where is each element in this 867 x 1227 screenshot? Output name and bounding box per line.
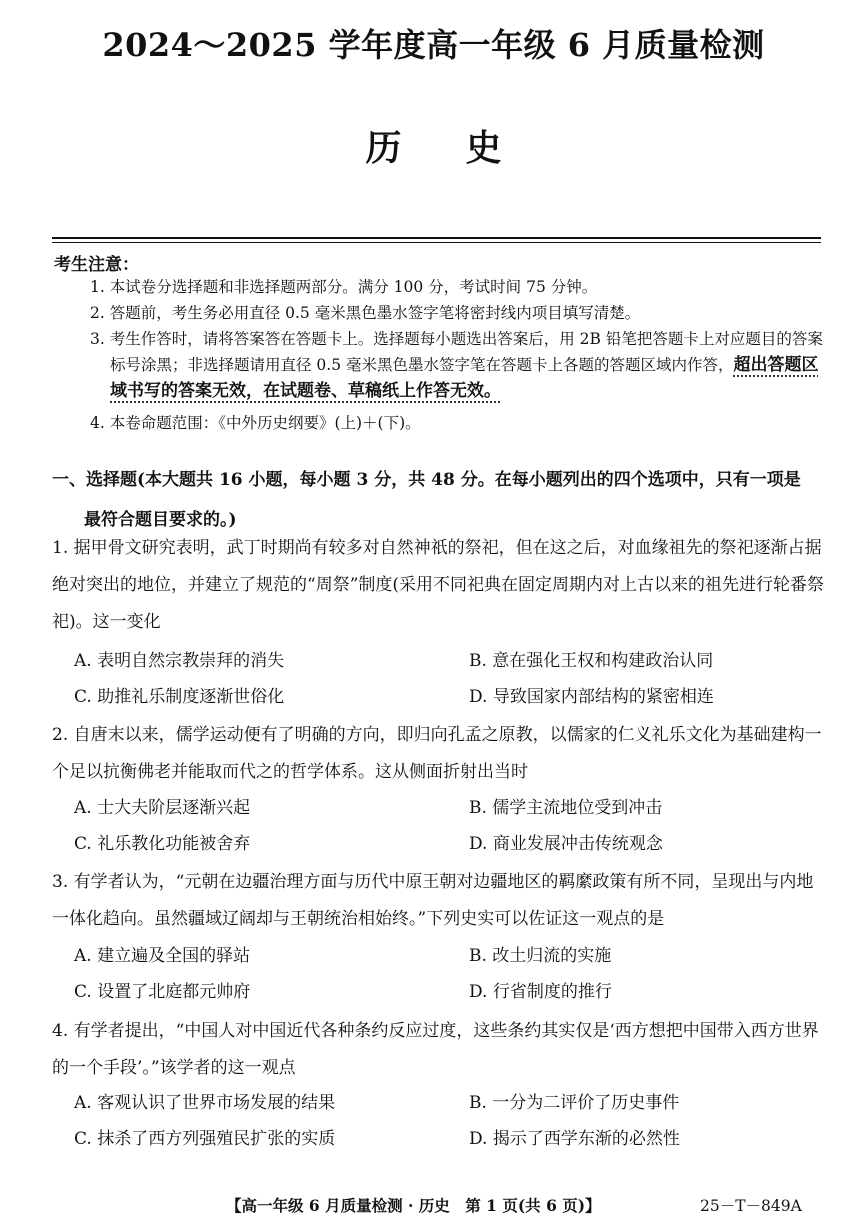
question-2-option-d: D. 商业发展冲击传统观念	[469, 834, 663, 854]
notice-item-3-text: 3. 考生作答时，请将答案答在答题卡上。选择题每小题选出答案后，用 2B 铅笔把答题卡上对应题目的答案标号涂黑；非选择题请用直径 0.5 毫米黑色墨水签字笔在答题卡上各题的答题区域内作答，	[90, 330, 823, 374]
subject-title: 历史	[365, 127, 566, 169]
notice-item-4: 4. 本卷命题范围：《中外历史纲要》(上)＋(下)。	[90, 414, 421, 432]
divider-thick	[52, 237, 821, 239]
question-2-option-c: C. 礼乐教化功能被舍弃	[74, 834, 251, 854]
question-3-option-b: B. 改土归流的实施	[469, 946, 612, 966]
section-heading-line2: 最符合题目要求的。)	[84, 510, 237, 530]
section-heading-line1: 一、选择题(本大题共 16 小题，每小题 3 分，共 48 分。在每小题列出的四个选项中，只有一项是	[52, 470, 801, 490]
question-3-option-c: C. 设置了北庭都元帅府	[74, 982, 251, 1002]
question-1-option-c: C. 助推礼乐制度逐渐世俗化	[74, 687, 285, 707]
question-3-option-a: A. 建立遍及全国的驿站	[74, 946, 251, 966]
notice-item-3	[90, 326, 825, 404]
question-4-stem: 4. 有学者提出，“中国人对中国近代各种条约反应过度，这些条约其实仅是‘西方想把中国带入西方世界的一个手段’。”该学者的这一观点	[52, 1021, 819, 1078]
question-3-option-d: D. 行省制度的推行	[469, 982, 612, 1002]
notice-list	[90, 274, 825, 436]
paper-code: 25－T－849A	[700, 1197, 802, 1215]
question-4-option-a: A. 客观认识了世界市场发展的结果	[74, 1093, 336, 1113]
page-footer: 【高一年级 6 月质量检测 · 历史 第 1 页(共 6 页)】	[226, 1196, 601, 1215]
question-3-stem: 3. 有学者认为，“元朝在边疆治理方面与历代中原王朝对边疆地区的羁縻政策有所不同，呈现出与内地一体化趋向。虽然疆域辽阔却与王朝统治相始终。”下列史实可以佐证这一观点的是	[52, 872, 814, 929]
question-1-option-b: B. 意在强化王权和构建政治认同	[469, 651, 714, 671]
notice-heading: 考生注意：	[54, 255, 139, 275]
question-2-stem: 2. 自唐末以来，儒学运动便有了明确的方向，即归向孔孟之原教，以儒家的仁义礼乐文化为基础建构一个足以抗衡佛老并能取而代之的哲学体系。这从侧面折射出当时	[52, 725, 822, 782]
question-4-option-d: D. 揭示了西学东渐的必然性	[469, 1129, 680, 1149]
notice-item-2: 2. 答题前，考生务必用直径 0.5 毫米黑色墨水签字笔将密封线内项目填写清楚。	[90, 304, 641, 322]
divider-thin	[52, 242, 821, 243]
question-1-option-a: A. 表明自然宗教崇拜的消失	[74, 651, 285, 671]
section-heading	[52, 460, 827, 540]
notice-item-1: 1. 本试卷分选择题和非选择题两部分。满分 100 分，考试时间 75 分钟。	[90, 278, 598, 296]
exam-title: 2024～2025 学年度高一年级 6 月质量检测	[102, 26, 765, 64]
question-1-stem: 1. 据甲骨文研究表明，武丁时期尚有较多对自然神祇的祭祀，但在这之后，对血缘祖先的祭祀逐渐占据绝对突出的地位，并建立了规范的“周祭”制度(采用不同祀典在固定周期内对上古以来的祖先进行轮番祭祀)。这一变化	[52, 538, 825, 632]
question-2-option-a: A. 士大夫阶层逐渐兴起	[74, 798, 251, 818]
question-4-option-c: C. 抹杀了西方列强殖民扩张的实质	[74, 1129, 336, 1149]
question-1-option-d: D. 导致国家内部结构的紧密相连	[469, 687, 714, 707]
question-2-option-b: B. 儒学主流地位受到冲击	[469, 798, 663, 818]
notice-item-3-emphasis: 超出答题区域书写的答案无效，在试题卷、草稿纸上作答无效。	[110, 355, 819, 401]
question-4-option-b: B. 一分为二评价了历史事件	[469, 1093, 680, 1113]
